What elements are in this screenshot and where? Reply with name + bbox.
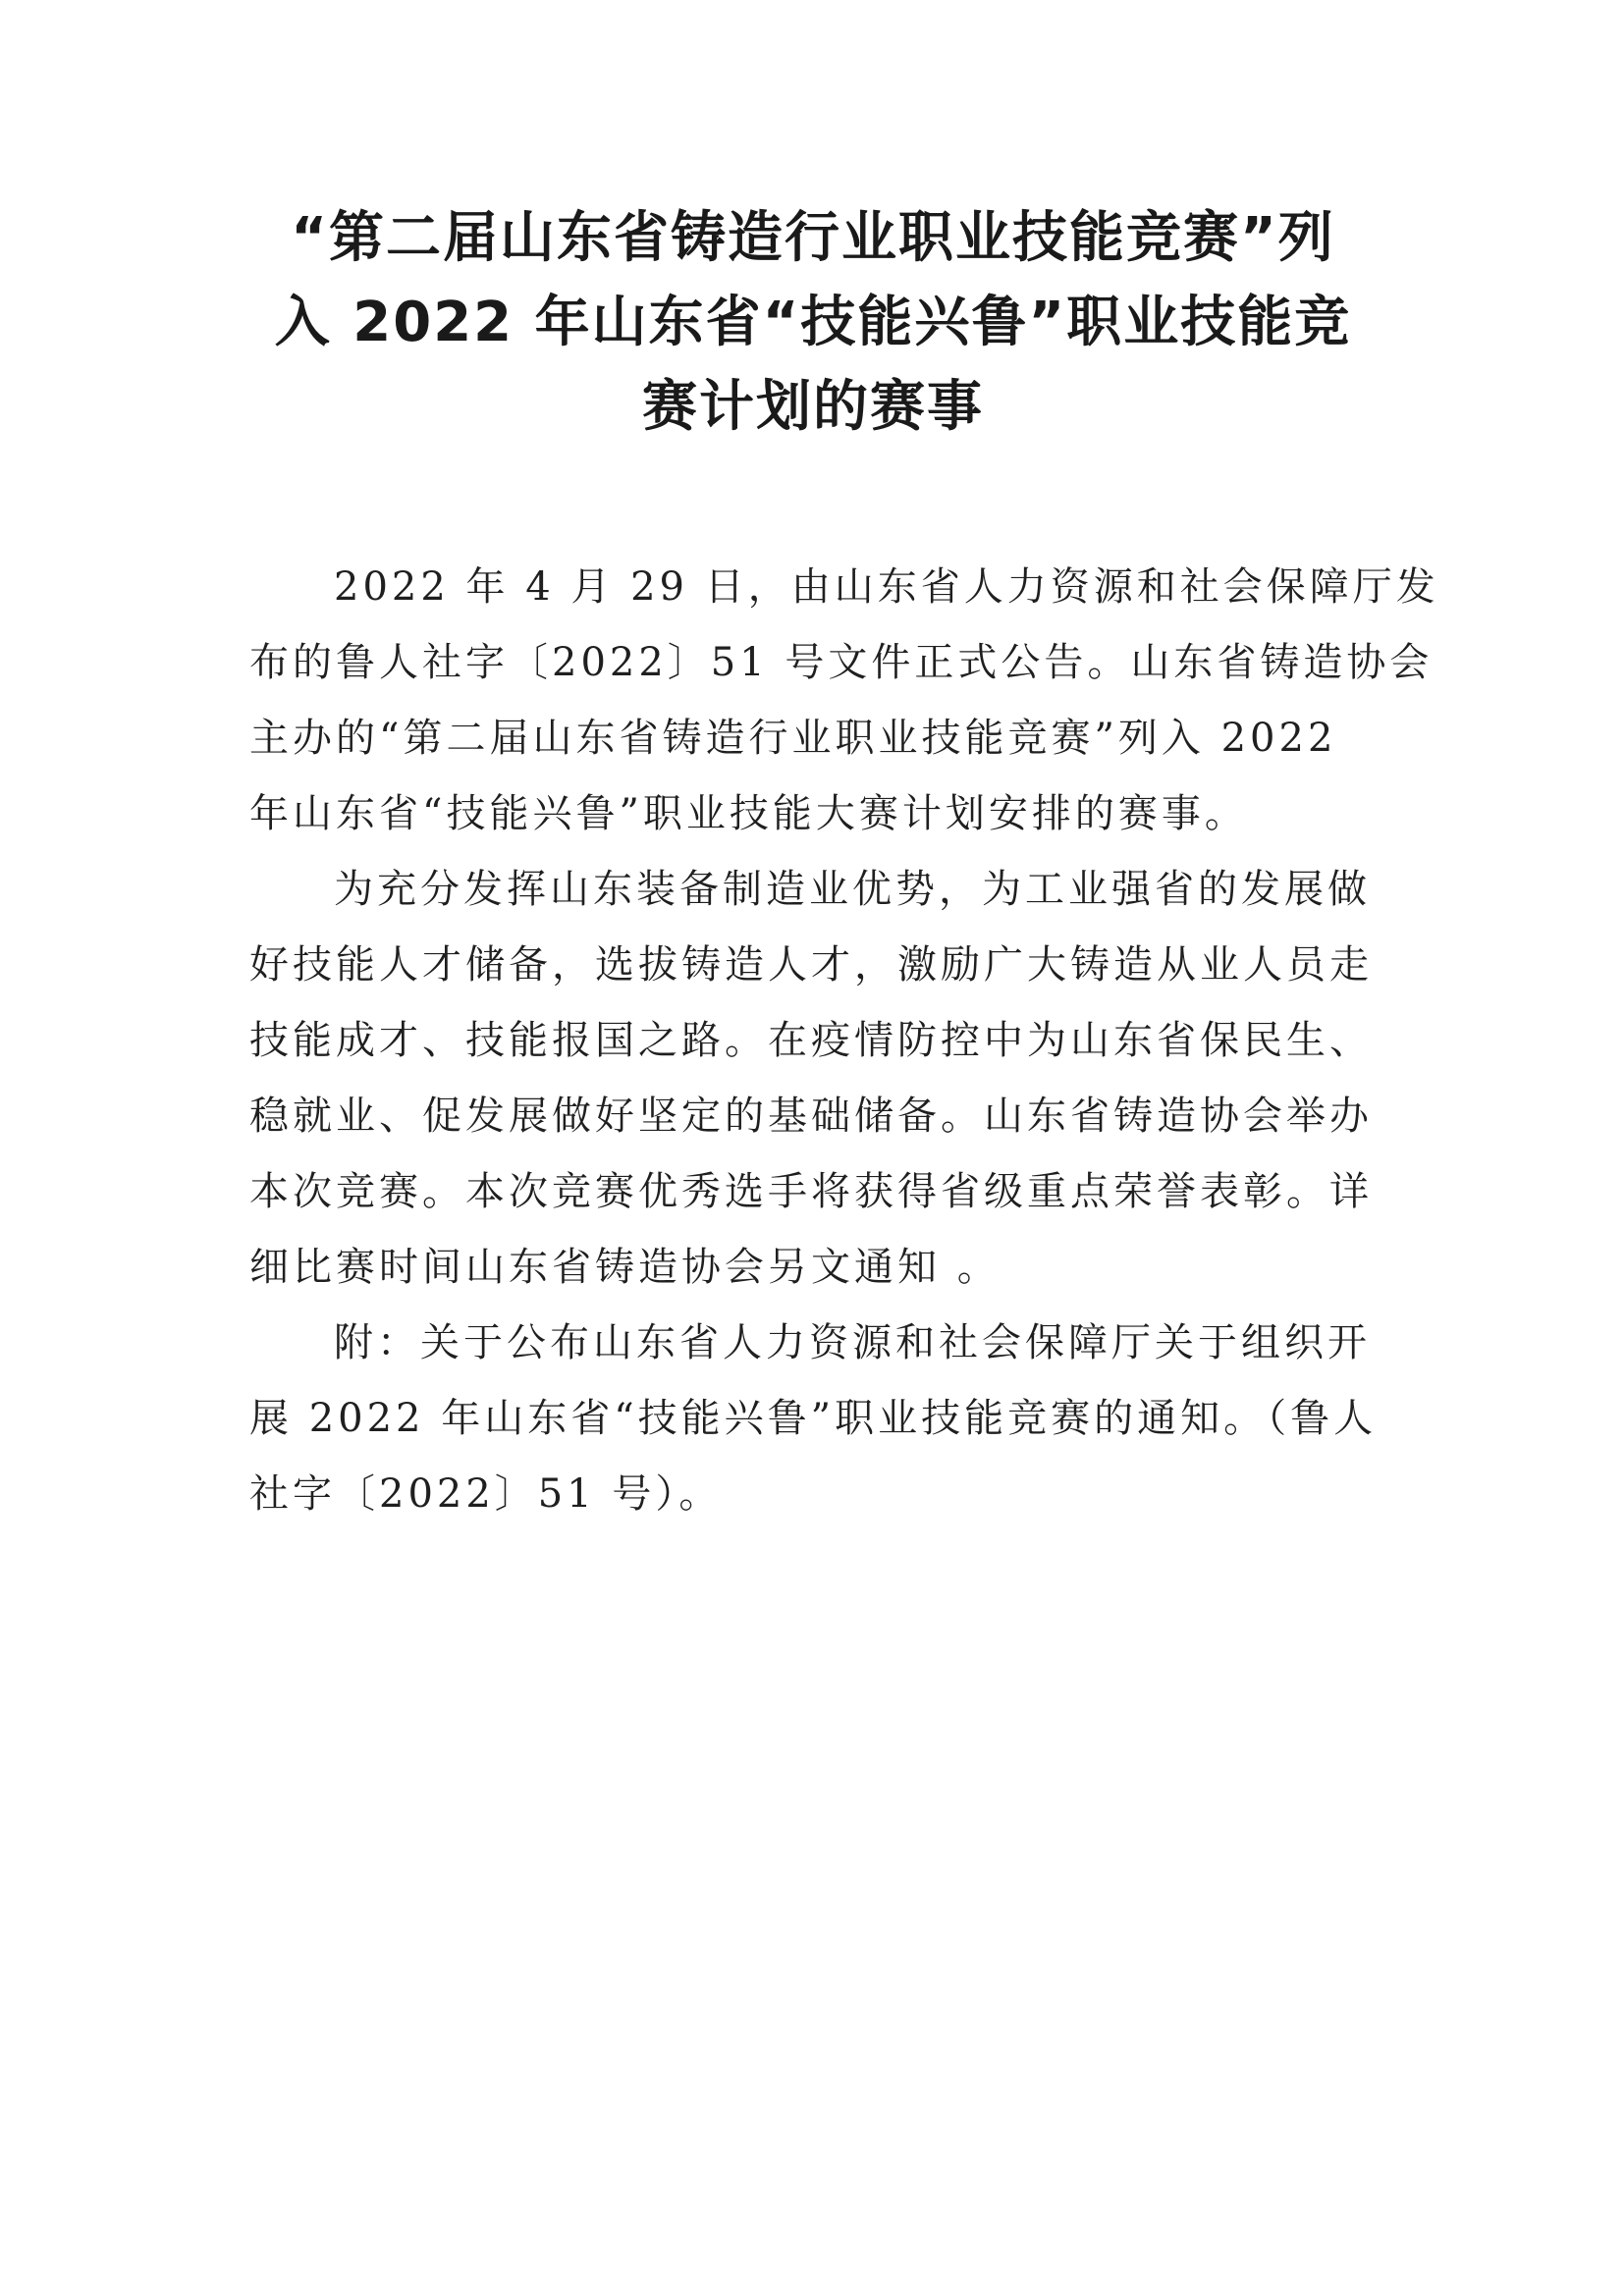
paragraph-line: 展 2022 年山东省“技能兴鲁”职业技能竞赛的通知。（鲁人 bbox=[249, 1396, 1378, 1441]
title-line-2: 入 2022 年山东省“技能兴鲁”职业技能竞 bbox=[274, 291, 1352, 354]
paragraph-line: 稳就业、促发展做好坚定的基础储备。山东省铸造协会举办 bbox=[249, 1094, 1373, 1139]
paragraph-purpose bbox=[249, 852, 1388, 1306]
paragraph-line: 好技能人才储备，选拔铸造人才，激励广大铸造从业人员走 bbox=[249, 942, 1373, 988]
paragraph-line: 细比赛时间山东省铸造协会另文通知 。 bbox=[249, 1245, 1001, 1290]
paragraph-line: 布的鲁人社字〔2022〕51 号文件正式公告。山东省铸造协会 bbox=[249, 640, 1434, 685]
paragraph-announcement bbox=[249, 550, 1439, 852]
title-line-1: “第二届山东省铸造行业职业技能竞赛”列 bbox=[291, 206, 1335, 270]
paragraph-line: 为充分发挥山东装备制造业优势，为工业强省的发展做 bbox=[334, 867, 1371, 912]
paragraph-line: 本次竞赛。本次竞赛优秀选手将获得省级重点荣誉表彰。详 bbox=[249, 1169, 1373, 1214]
paragraph-line: 社字〔2022〕51 号）。 bbox=[249, 1471, 723, 1517]
paragraph-attachment bbox=[249, 1306, 1388, 1532]
paragraph-line: 主办的“第二届山东省铸造行业职业技能竞赛”列入 2022 bbox=[249, 716, 1337, 761]
title-line-3: 赛计划的赛事 bbox=[642, 375, 984, 439]
paragraph-line: 2022 年 4 月 29 日，由山东省人力资源和社会保障厅发 bbox=[334, 564, 1439, 610]
document-body bbox=[249, 550, 1439, 1532]
paragraph-line: 年山东省“技能兴鲁”职业技能大赛计划安排的赛事。 bbox=[249, 791, 1248, 836]
paragraph-line: 技能成才、技能报国之路。在疫情防控中为山东省保民生、 bbox=[249, 1018, 1373, 1063]
paragraph-line: 附：关于公布山东省人力资源和社会保障厅关于组织开 bbox=[334, 1320, 1371, 1365]
document-title bbox=[244, 196, 1382, 450]
